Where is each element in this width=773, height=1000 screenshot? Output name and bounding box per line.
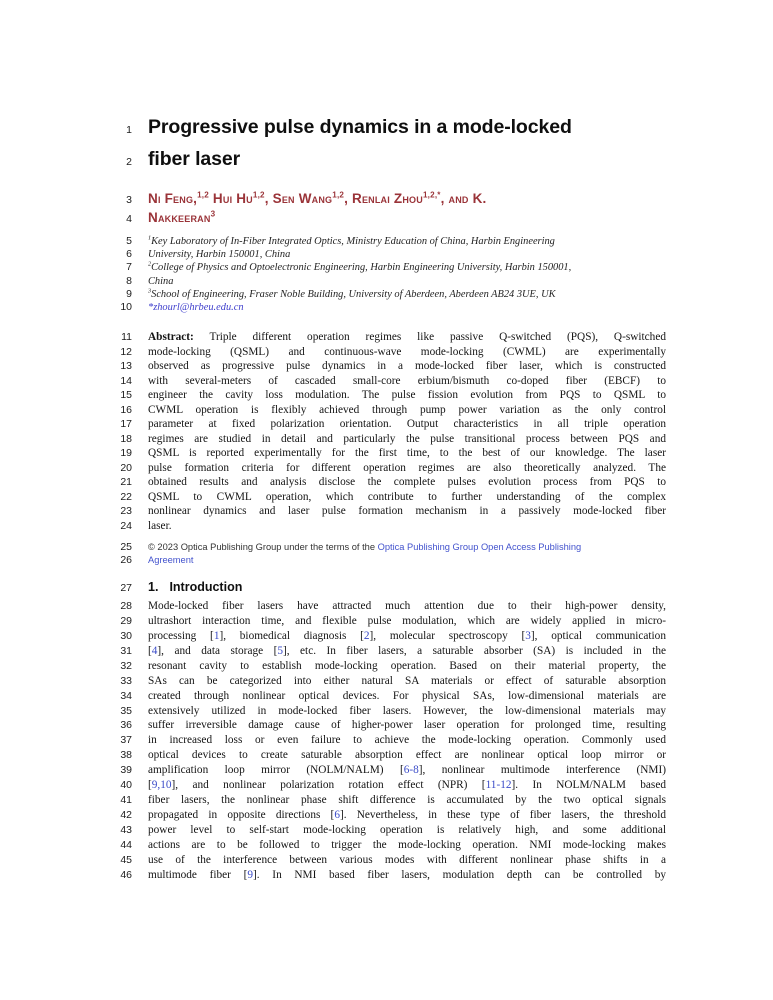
text-segment: fiber laser [148,148,241,170]
text-segment: [ [148,644,152,657]
line-14 [90,374,773,389]
body-line [148,704,666,719]
line-29 [90,614,773,629]
abstract-line [148,461,666,476]
line-number: 20 [120,461,132,474]
line-20 [90,461,773,476]
text-segment: CWML operation is flexibly achieved through pump power variation as the only control [148,403,666,416]
author-names-line-2 [148,209,666,226]
line-27 [90,579,773,596]
text-segment: laser. [148,519,172,532]
text-segment: SAs can be categorized into either natural SA materials or effect of saturable absorption [148,674,666,687]
line-number: 15 [120,389,132,402]
line-number: 43 [120,823,132,836]
abstract-line [148,475,666,490]
text-segment: mode-locking (QSML) and continuous-wave mode-locking (CWML) are experimentally [148,345,666,358]
text-segment: fiber lasers, the nonlinear phase shift difference is accumulated by the two optical signals [148,794,666,806]
line-number: 3 [126,194,132,206]
text-segment: 1,2,* [422,190,441,200]
line-number: 41 [120,794,132,806]
line-number: 32 [120,659,132,672]
corresponding-email [148,301,666,314]
text-segment: optical devices to create saturable absorption effect are nonlinear optical loop mirror or [148,749,666,762]
citation-link[interactable]: 6-8 [403,764,419,777]
line-17 [90,417,773,432]
line-number: 16 [120,403,132,416]
line-number: 30 [120,630,132,643]
text-segment: observed as progressive pulse dynamics in a mode-locked fiber laser, which is constructed [148,360,666,373]
text-segment: processing [ [148,630,214,643]
line-7 [90,261,773,274]
line-number: 31 [120,644,132,657]
abstract-line [148,345,666,360]
author-names-line-1 [148,190,666,207]
line-number: 10 [120,301,132,314]
text-segment: ], optical communication [530,630,666,643]
text-segment: ], molecular spectroscopy [ [369,630,526,643]
text-segment: obtained results and analysis disclose the complete pulses evolution process from PQS to [148,476,666,489]
citation-link[interactable]: 5 [277,644,283,657]
line-number: 13 [120,360,132,373]
open-access-agreement-link[interactable]: Agreement [148,555,194,566]
body-line [148,763,666,778]
text-segment: ]. Nevertheless, in these type of fiber lasers, the threshold [339,808,666,821]
abstract-line [148,490,666,505]
line-number: 21 [120,476,132,489]
abstract-line [148,403,666,418]
body-line [148,853,666,868]
text-segment: parameter at fixed polarization orientation. Output characteristics in all triple operation [148,418,666,431]
line-25 [90,541,773,554]
line-31 [90,644,773,659]
text-segment: QSML to CWML operation, which contribute to further understanding of the complex [148,490,666,503]
text-segment: ], nonlinear multimode interference (NMI) [418,764,666,777]
line-43 [90,823,773,838]
line-16 [90,403,773,418]
line-number: 9 [126,287,132,300]
line-number: 12 [120,345,132,358]
body-line [148,614,666,629]
text-segment: 2 [148,260,152,268]
copyright-notice-line-2 [148,554,666,567]
line-number: 45 [120,853,132,866]
line-number: 17 [120,418,132,431]
line-number: 25 [120,541,132,554]
text-segment: pulse formation criteria for different operation regimes are also theoretically analyzed. The [148,461,666,474]
text-segment: Nakkeeran [148,210,211,225]
text-segment: Introduction [169,580,243,595]
line-4 [90,209,773,228]
text-segment: power level to self-start mode-locking operation is relatively high, and some additional [148,823,666,836]
citation-link[interactable]: 2 [363,630,370,643]
line-number: 36 [120,719,132,732]
line-number: 27 [120,582,132,595]
abstract-line [148,374,666,389]
body-line [148,733,666,748]
line-8 [90,275,773,288]
line-number: 18 [120,432,132,445]
line-number: 37 [120,734,132,747]
line-10 [90,301,773,314]
abstract-line [148,519,666,534]
line-39 [90,763,773,778]
citation-link[interactable]: 11-12 [485,779,512,792]
text-segment: propagated in opposite directions [ [148,808,335,821]
text-segment: © 2023 Optica Publishing Group under the terms of the [148,542,378,553]
text-segment: ]. In NMI based fiber lasers, modulation depth can be controlled by [253,868,666,881]
line-number: 26 [120,554,132,567]
text-segment: amplification loop mirror (NOLM/NALM) [ [148,764,404,777]
text-segment: 1,2 [332,190,345,200]
line-number: 2 [126,156,132,168]
body-line [148,868,666,883]
line-36 [90,718,773,733]
line-40 [90,778,773,793]
body-line [148,838,666,853]
abstract-line [148,504,666,519]
abstract-line [148,330,666,345]
line-number: 11 [121,331,132,344]
line-number: 7 [126,261,132,274]
body-line [148,808,666,823]
email-link[interactable]: *zhourl@hrbeu.edu.cn [148,302,244,314]
abstract-line [148,359,666,374]
line-1 [90,113,773,145]
body-line [148,659,666,674]
line-number: 1 [126,124,132,136]
abstract-line [148,388,666,403]
text-segment: Ni Feng, [148,191,198,206]
citation-link[interactable]: 9 [247,868,254,881]
line-number: 39 [120,764,132,777]
line-number: 5 [126,235,132,247]
text-segment: Progressive pulse dynamics in a mode-locked [148,116,572,138]
line-number: 4 [126,213,132,225]
text-segment: Key Laboratory of In-Fiber Integrated Optics, Ministry Education of China, Harbin Engineering [151,236,555,247]
line-number: 23 [120,505,132,518]
line-15 [90,388,773,403]
line-35 [90,704,773,719]
line-42 [90,808,773,823]
affiliation-2-line-2 [148,275,666,288]
line-45 [90,853,773,868]
line-33 [90,674,773,689]
line-5 [90,235,773,248]
text-segment: nonlinear dynamics and laser pulse formation mechanism in a passively mode-locked fiber [148,505,666,518]
text-segment: 1. [148,580,159,595]
text-segment: engineer the cavity loss modulation. The pulse fission evolution from PQS to QSML to [148,389,666,402]
body-line [148,778,666,793]
text-segment: use of the interference between various modes with different nonlinear phase shifts in a [148,853,666,866]
text-segment: ]. In NOLM/NALM based [511,779,666,792]
line-number: 44 [120,838,132,851]
text-segment: QSML is reported experimentally for the first time, to the best of our knowledge. The laser [148,447,666,460]
text-segment: School of Engineering, Fraser Noble Building, University of Aberdeen, Aberdeen AB24 3UE, UK [151,288,556,300]
line-19 [90,446,773,461]
text-segment: 3 [210,209,216,219]
citation-link[interactable]: 6 [334,808,340,821]
citation-link[interactable]: 4 [151,644,158,657]
body-line [148,793,666,808]
text-segment: 1,2 [252,190,265,200]
body-line [148,748,666,763]
body-line [148,644,666,659]
text-segment: ], and nonlinear polarization rotation effect (NPR) [ [171,779,486,792]
text-segment: China [148,275,174,287]
body-line [148,823,666,838]
line-2 [90,145,773,177]
text-segment: ], and data storage [ [157,644,278,657]
line-number: 8 [126,274,132,287]
affiliation-1-line-1 [148,235,666,248]
text-segment: created through nonlinear optical devices. For physical SAs, low-dimensional materials are [148,689,666,702]
citation-link[interactable]: 1 [213,630,220,643]
line-22 [90,490,773,505]
open-access-agreement-link[interactable]: Optica Publishing Group Open Access Publishing [377,542,582,553]
text-segment: [ [148,779,152,792]
line-23 [90,504,773,519]
line-11 [90,330,773,345]
line-41 [90,793,773,808]
citation-link[interactable]: 3 [525,630,531,643]
body-line [148,629,666,644]
line-number: 28 [120,600,132,613]
line-21 [90,475,773,490]
affiliation-3 [148,288,666,301]
affiliation-2-line-1 [148,261,666,274]
line-28 [90,599,773,614]
line-13 [90,359,773,374]
line-number: 29 [120,615,132,628]
line-number: 46 [120,868,132,881]
line-38 [90,748,773,763]
paper-title-line-2 [148,145,666,174]
text-segment: regimes are studied in detail and particularly the pulse transitional process between PQS and [148,432,666,445]
line-number: 35 [120,704,132,717]
line-number: 19 [120,447,132,460]
text-segment: , Renlai Zhou [344,191,423,206]
text-segment: ], biomedical diagnosis [ [219,630,364,643]
abstract-line [148,446,666,461]
line-number: 14 [120,374,132,387]
line-44 [90,838,773,853]
line-number: 33 [120,674,132,687]
text-segment: 3 [148,287,152,295]
line-3 [90,190,773,209]
line-number: 6 [126,248,132,261]
text-segment: ultrashort interaction time, and flexible pulse modulation, which are widely applied in micro- [148,615,666,628]
paper-title-line-1 [148,113,666,142]
line-32 [90,659,773,674]
body-line [148,689,666,704]
line-number: 24 [120,519,132,532]
line-34 [90,689,773,704]
affiliation-1-line-2 [148,248,666,261]
body-line [148,599,666,614]
line-12 [90,345,773,360]
line-9 [90,288,773,301]
line-24 [90,519,773,534]
line-number: 38 [120,749,132,762]
line-number: 34 [120,689,132,702]
text-segment: in increased loss or even failure to achieve the mode-locking operation. Commonly used [148,734,666,747]
line-6 [90,248,773,261]
text-segment: , and K. [440,191,487,206]
text-segment: Triple different operation regimes like passive Q-switched (PQS), Q-switched [193,331,666,344]
line-18 [90,432,773,447]
text-segment: , Sen Wang [264,191,333,206]
text-segment: Mode-locked fiber lasers have attracted much attention due to their high-power density, [148,600,666,613]
text-segment: Hui Hu [208,191,253,206]
text-segment: suffer irreversible damage cause of higher-power laser operation for prolonged time, resulting [148,719,666,732]
line-number: 40 [120,779,132,792]
text-segment: ], etc. In fiber lasers, a saturable absorber (SA) is included in the [283,644,666,657]
copyright-notice-line-1 [148,541,666,554]
text-segment: with several-meters of cascaded small-core erbium/bismuth co-doped fiber (EBCF) to [148,374,666,387]
text-segment: actions are to be followed to trigger the mode-locking operation. NMI mode-locking makes [148,838,666,851]
text-segment: Abstract: [148,331,194,344]
text-segment: 1,2 [197,190,209,200]
text-segment: extensively utilized in mode-locked fiber lasers. However, the low-dimensional materials may [148,704,666,717]
line-number: 22 [120,490,132,503]
abstract-line [148,417,666,432]
text-segment: College of Physics and Optoelectronic Engineering, Harbin Engineering University, Harbin 150001, [151,262,572,274]
line-30 [90,629,773,644]
line-37 [90,733,773,748]
citation-link[interactable]: 9,10 [151,779,172,792]
text-segment: resonant cavity to establish mode-locking operation. Based on their material property, the [148,659,666,672]
line-46 [90,868,773,883]
line-26 [90,554,773,567]
section-heading-introduction [148,579,666,595]
text-segment: University, Harbin 150001, China [148,249,291,261]
body-line [148,674,666,689]
abstract-line [148,432,666,447]
body-line [148,718,666,733]
line-number: 42 [120,808,132,821]
text-segment: multimode fiber [ [148,868,248,881]
text-segment: 1 [148,234,152,242]
